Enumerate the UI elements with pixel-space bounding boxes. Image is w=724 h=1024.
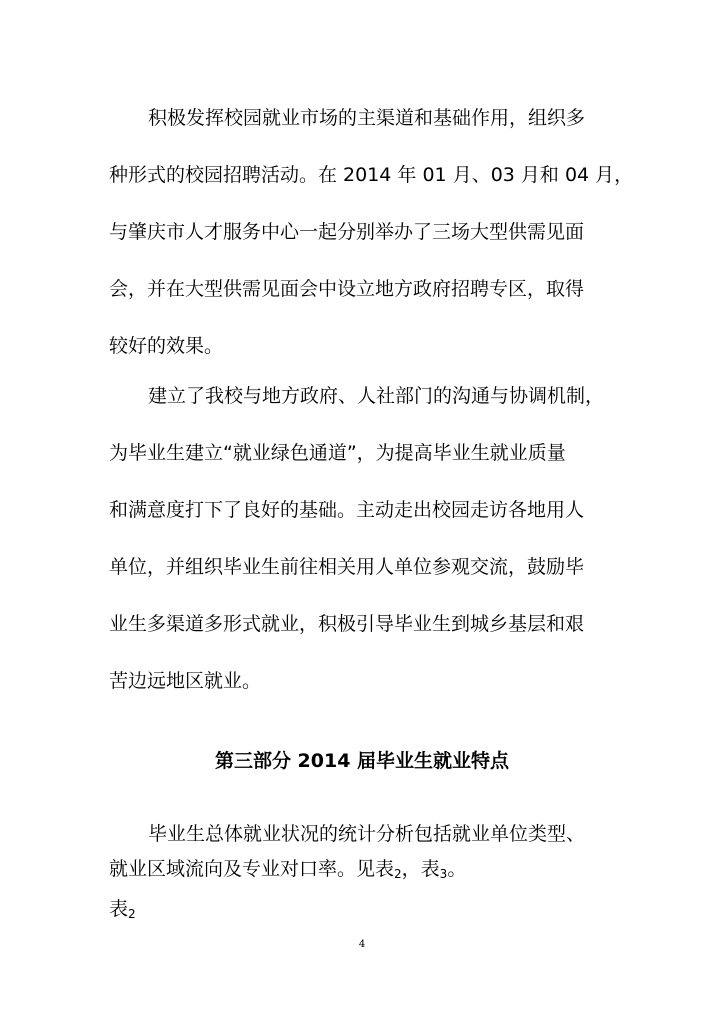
text-line: [109, 857, 466, 886]
text-line: 业生多渠道多形式就业，积极引导毕业生到城乡基层和艰: [109, 613, 585, 635]
text-line: 苦边远地区就业。: [109, 670, 262, 692]
caption-label: 表: [109, 898, 129, 920]
table-reference[interactable]: 3: [439, 867, 448, 881]
text-line: 会，并在大型供需见面会中设立地方政府招聘专区，取得: [109, 278, 585, 300]
text-line: 为毕业生建立“就业绿色通道”，为提高毕业生就业质量: [109, 442, 566, 464]
text-line: 与肇庆市人才服务中心一起分别举办了三场大型供需见面: [109, 221, 585, 243]
text-line: 建立了我校与地方政府、人社部门的沟通与协调机制，: [148, 385, 605, 407]
section-heading: 第三部分 2014 届毕业生就业特点: [214, 750, 510, 772]
table-caption: [109, 897, 136, 926]
caption-number: 2: [128, 907, 136, 921]
text-segment: 就业区域流向及专业对口率。见表: [109, 858, 395, 880]
page-number: 4: [358, 939, 366, 950]
text-line: 种形式的校园招聘活动。在 2014 年 01 月、03 月和 04 月，: [109, 164, 634, 186]
text-line: 较好的效果。: [109, 335, 224, 357]
text-line: 积极发挥校园就业市场的主渠道和基础作用，组织多: [148, 107, 586, 129]
text-segment: ，表: [401, 858, 440, 880]
text-segment: 。: [447, 858, 467, 880]
text-line: 和满意度打下了良好的基础。主动走出校园走访各地用人: [109, 499, 585, 521]
text-line: 单位，并组织毕业生前往相关用人单位参观交流，鼓励毕: [109, 556, 585, 578]
text-line: 毕业生总体就业状况的统计分析包括就业单位类型、: [148, 823, 586, 845]
table-reference[interactable]: 2: [394, 867, 402, 881]
